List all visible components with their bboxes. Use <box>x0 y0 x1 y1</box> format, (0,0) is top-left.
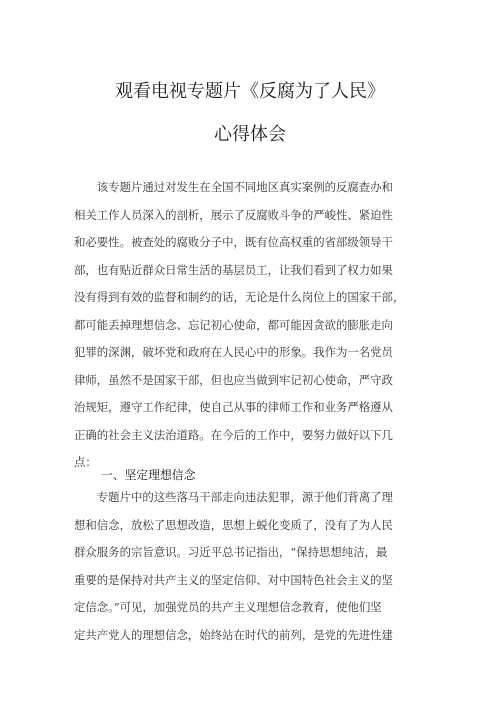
paragraph-section-1 <box>74 484 430 649</box>
paragraph-line: 重要的是保持对共产主义的坚定信仰、对中国特色社会主义的坚 <box>74 572 393 587</box>
paragraph-line: 都可能丢掉理想信念、忘记初心使命，都可能因贪欲的膨胀走向 <box>74 317 393 332</box>
paragraph-line: 该专题片通过对发生在全国不同地区真实案例的反腐查办和 <box>74 180 393 194</box>
paragraph-line: 想和信念，放松了思想改造，思想上蜕化变质了，没有了为人民 <box>74 517 393 532</box>
paragraph-line: 和必要性。被查处的腐败分子中，既有位高权重的省部级领导干 <box>74 235 393 249</box>
paragraph-line: 相关工作人员深入的剖析，展示了反腐败斗争的严峻性、紧迫性 <box>74 207 393 222</box>
paragraph-line: 没有得到有效的监督和制约的话，无论是什么岗位上的国家干部， <box>74 290 405 304</box>
paragraph-line: 犯罪的深渊，破坏党和政府在人民心中的形象。我作为一名党员 <box>74 345 393 359</box>
paragraph-line: 专题片中的这些落马干部走向违法犯罪，源于他们背离了理 <box>74 490 393 504</box>
paragraph-line: 定信念。”可见，加强党员的共产主义理想信念教育，使他们坚 <box>74 600 382 614</box>
paragraph-line: 正确的社会主义法治道路。在今后的工作中，要努力做好以下几 <box>74 427 393 442</box>
paragraph-line: 律师，虽然不是国家干部，但也应当做到牢记初心使命，严守政 <box>74 372 393 387</box>
paragraph-line: 定共产党人的理想信念，始终站在时代的前列，是党的先进性建 <box>74 627 393 642</box>
document-title: 观看电视专题片《反腐为了人民》 <box>115 81 385 102</box>
paragraph-line: 群众服务的宗旨意识。习近平总书记指出，“保持思想纯洁，最 <box>74 545 388 559</box>
paragraph-line: 点： <box>74 455 97 469</box>
paragraph-intro <box>74 174 430 477</box>
document-subtitle: 心得体会 <box>214 124 286 145</box>
paragraph-line: 部，也有贴近群众日常生活的基层员工，让我们看到了权力如果 <box>74 262 393 277</box>
paragraph-line: 治规矩，遵守工作纪律，使自己从事的律师工作和业务严格遵从 <box>74 400 393 414</box>
section-heading: 一、坚定理想信念 <box>101 468 196 482</box>
